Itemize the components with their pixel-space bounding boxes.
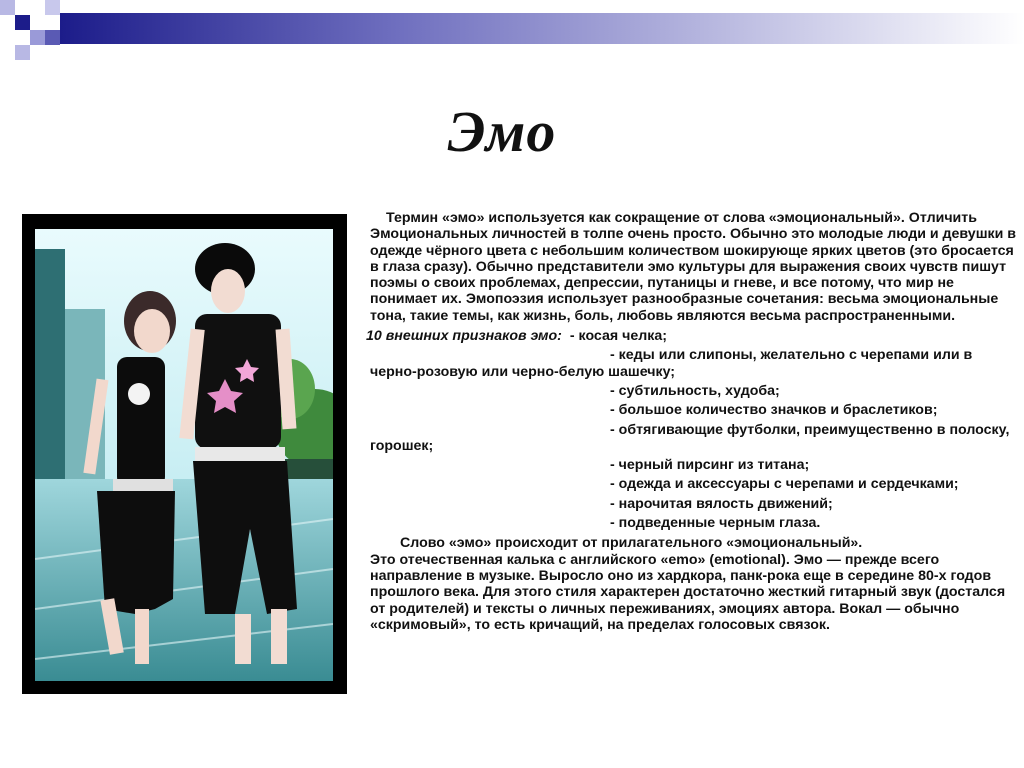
signs-heading: [366, 328, 1020, 344]
slide-body-text: [366, 210, 1020, 633]
sign-item: - кеды или слипоны, желательно с черепами или в черно-розовую или черно-белую шашечку;: [370, 347, 973, 380]
emo-couple-photo: [22, 214, 347, 694]
sign-item: - подведенные черным глаза.: [610, 515, 821, 532]
slide-title: Эмо: [447, 99, 557, 164]
sign-item: - большое количество значков и браслетиков;: [610, 402, 938, 419]
decorative-header-bar: [0, 0, 1024, 62]
signs-heading-label: 10 внешних признаков эмо:: [366, 328, 562, 345]
sign-item: - косая челка;: [569, 328, 667, 345]
photo-illustration: [35, 229, 333, 681]
sign-item: - субтильность, худоба;: [610, 382, 780, 399]
sign-item: - нарочитая вялость движений;: [610, 495, 833, 512]
sign-item: - черный пирсинг из титана;: [610, 457, 810, 474]
origin-paragraph: [370, 535, 1020, 633]
origin-lead: Слово «эмо» происходит от прилагательного «эмоциональный».: [400, 535, 863, 552]
origin-rest: Это отечественная калька с английского «emo» (emotional). Эмо — прежде всего направление в музыке. Выросло оно из хардкора, панк-рока еще в середине 80-х годов прошлого века. Для этого стиля характерен достаточно жесткий гитарный звук (достался от родителей) и тексты о личных переживаниях, эмоциях автора. Вокал — обычно «скримовый», то есть кричащий, на пределах голосовых связок.: [370, 551, 1006, 633]
intro-paragraph: Термин «эмо» используется как сокращение от слова «эмоциональный». Отличить Эмоциональных личностей в толпе очень просто. Обычно это молодые люди и девушки в одежде чёрного цвета с небольшим количеством шокирующе ярких цветов (это бросается в глаза сразу). Обычно представители эмо культуры для выражения своих чувств пишут поэмы о своих проблемах, депрессии, путаницы и гневе, и все потому, что мир не понимает их. Эмопоэзия использует разнообразные сочетания: весьма эмоциональные тона, такие темы, как жизнь, боль, любовь являются весьма распространенными.: [370, 210, 1017, 324]
sign-item: - обтягивающие футболки, преимущественно в полоску, горошек;: [370, 421, 1010, 454]
sign-item: - одежда и аксессуары с черепами и сердечками;: [610, 476, 959, 493]
